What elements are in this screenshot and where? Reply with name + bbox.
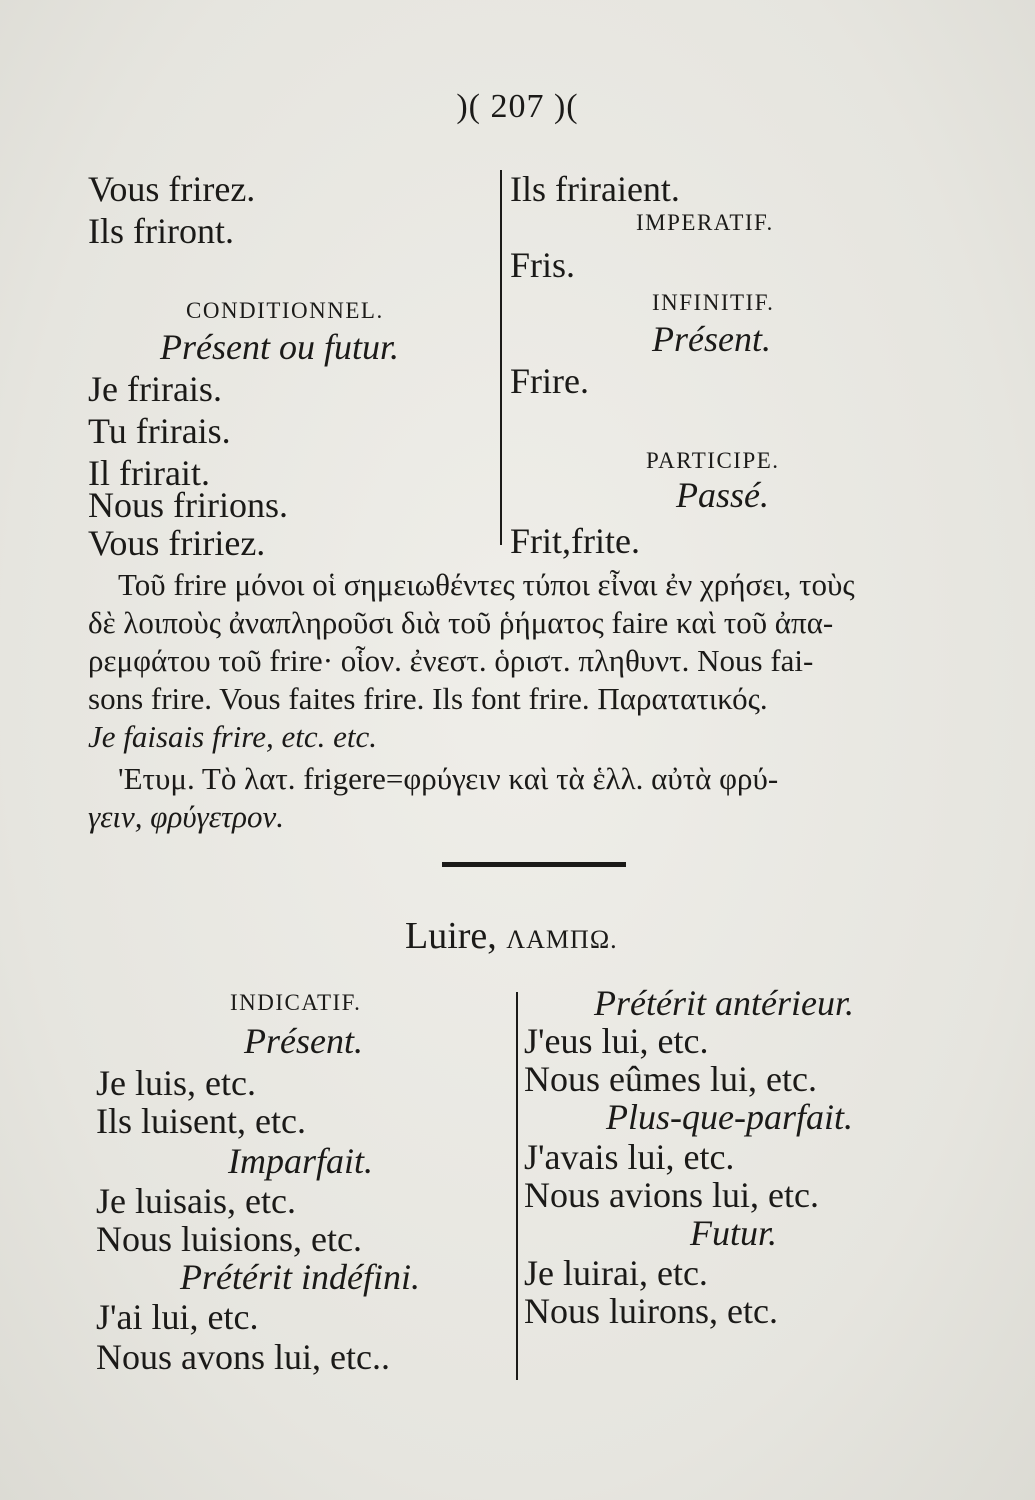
verb-title-main: Luire,: [405, 915, 497, 957]
plus-que-parfait-subheading: Plus-que-parfait.: [606, 1097, 853, 1137]
conjugation-line: Il frirait.: [88, 453, 210, 493]
conjugation-line: J'avais lui, etc.: [524, 1137, 735, 1177]
conjugation-line: Nous fririons.: [88, 485, 288, 525]
column-divider: [516, 992, 518, 1380]
imparfait-subheading: Imparfait.: [228, 1141, 374, 1181]
conjugation-line: Nous avons lui, etc..: [96, 1337, 390, 1377]
conjugation-line: Ils friront.: [88, 211, 234, 251]
note-line: δὲ λοιποὺς ἀναπληροῦσι διὰ τοῦ ῥήματος faire καὶ τοῦ ἀπα-: [88, 605, 834, 640]
conjugation-line: J'eus lui, etc.: [524, 1021, 709, 1061]
etymology-line: γειν, φρύγετρον.: [88, 799, 284, 834]
preterit-indefini-subheading: Prétérit indéfini.: [180, 1257, 420, 1297]
note-line: ρεμφάτου τοῦ frire· οἷον. ἐνεστ. ὁριστ. πληθυντ. Nous fai-: [88, 643, 814, 678]
infinitif-heading: INFINITIF.: [652, 290, 775, 315]
participe-subheading: Passé.: [676, 475, 769, 515]
indicatif-heading: INDICATIF.: [230, 990, 362, 1015]
conjugation-line: Vous fririez.: [88, 523, 266, 563]
participe-heading: PARTICIPE.: [646, 448, 780, 473]
page-number: )( 207 )(: [456, 88, 579, 125]
section-separator: [442, 862, 626, 867]
conjugation-line: Je luisais, etc.: [96, 1181, 296, 1221]
conjugation-line: Nous avions lui, etc.: [524, 1175, 819, 1215]
conjugation-line: Frit,frite.: [510, 521, 640, 561]
preterit-anterieur-subheading: Prétérit antérieur.: [594, 983, 854, 1023]
conjugation-line: Nous luirons, etc.: [524, 1291, 778, 1331]
conjugation-line: Nous luisions, etc.: [96, 1219, 362, 1259]
conjugation-line: Ils luisent, etc.: [96, 1101, 306, 1141]
conjugation-line: Vous frirez.: [88, 169, 256, 209]
present-subheading: Présent.: [244, 1021, 363, 1061]
conjugation-line: J'ai lui, etc.: [96, 1297, 259, 1337]
conjugation-line: Je luis, etc.: [96, 1063, 256, 1103]
note-line: sons frire. Vous faites frire. Ils font frire. Παρατατικός.: [88, 681, 768, 716]
etymology-line: 'Ετυμ. Τὸ λατ. frigere=φρύγειν καὶ τὰ ἑλλ. αὐτὰ φρύ-: [118, 761, 779, 796]
conjugation-line: Fris.: [510, 245, 576, 285]
conjugation-line: Frire.: [510, 361, 589, 401]
futur-subheading: Futur.: [690, 1213, 778, 1253]
conjugation-line: Je frirais.: [88, 369, 222, 409]
column-divider: [500, 170, 502, 545]
verb-title: [405, 914, 618, 958]
conjugation-line: Ils friraient.: [510, 169, 680, 209]
conjugation-line: Je luirai, etc.: [524, 1253, 708, 1293]
conditionnel-subheading: Présent ou futur.: [160, 327, 399, 367]
verb-title-greek: ΛΑΜΠΩ.: [506, 925, 618, 954]
infinitif-subheading: Présent.: [652, 319, 771, 359]
conjugation-line: Tu frirais.: [88, 411, 231, 451]
imperatif-heading: IMPERATIF.: [636, 210, 774, 235]
conjugation-line: Nous eûmes lui, etc.: [524, 1059, 817, 1099]
conditionnel-heading: CONDITIONNEL.: [186, 298, 384, 323]
note-line: Τοῦ frire μόνοι οἱ σημειωθέντες τύποι εἶναι ἐν χρήσει, τοὺς: [118, 567, 855, 602]
note-line: Je faisais frire, etc. etc.: [88, 719, 377, 754]
